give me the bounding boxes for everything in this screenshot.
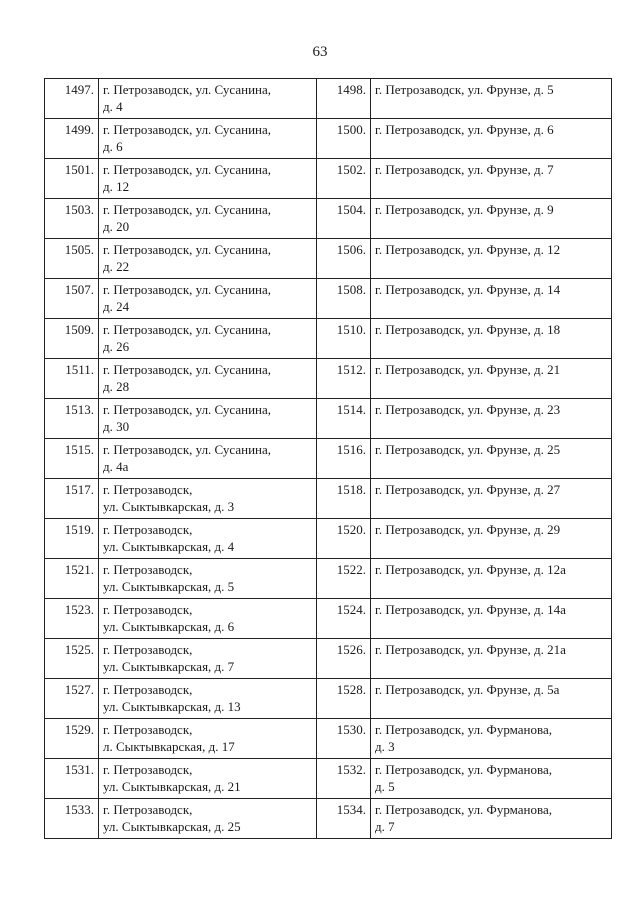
address-line: г. Петрозаводск, bbox=[103, 522, 193, 537]
address-line: д. 12 bbox=[103, 179, 130, 194]
table-row bbox=[45, 759, 612, 799]
address-line: г. Петрозаводск, ул. Фрунзе, д. 25 bbox=[375, 442, 561, 457]
address-right bbox=[371, 639, 612, 679]
address-right bbox=[371, 719, 612, 759]
address-line: г. Петрозаводск, bbox=[103, 562, 193, 577]
table-row bbox=[45, 679, 612, 719]
address-line: г. Петрозаводск, ул. Фрунзе, д. 12а bbox=[375, 562, 566, 577]
address-line: д. 30 bbox=[103, 419, 130, 434]
address-left bbox=[99, 719, 317, 759]
address-right bbox=[371, 359, 612, 399]
item-number-right: 1516. bbox=[317, 439, 371, 479]
address-line: ул. Сыктывкарская, д. 13 bbox=[103, 699, 241, 714]
address-line: г. Петрозаводск, bbox=[103, 682, 193, 697]
address-left bbox=[99, 79, 317, 119]
address-left bbox=[99, 199, 317, 239]
address-line: г. Петрозаводск, bbox=[103, 762, 193, 777]
item-number-right: 1526. bbox=[317, 639, 371, 679]
item-number-right: 1528. bbox=[317, 679, 371, 719]
item-number-right: 1510. bbox=[317, 319, 371, 359]
address-left bbox=[99, 319, 317, 359]
item-number-left: 1513. bbox=[45, 399, 99, 439]
table-row bbox=[45, 599, 612, 639]
address-right bbox=[371, 279, 612, 319]
address-left bbox=[99, 559, 317, 599]
table-row bbox=[45, 359, 612, 399]
address-line: г. Петрозаводск, ул. Фрунзе, д. 7 bbox=[375, 162, 554, 177]
address-right bbox=[371, 679, 612, 719]
address-right bbox=[371, 519, 612, 559]
address-right bbox=[371, 599, 612, 639]
address-right bbox=[371, 799, 612, 839]
address-line: г. Петрозаводск, ул. Фрунзе, д. 5а bbox=[375, 682, 560, 697]
address-left bbox=[99, 479, 317, 519]
address-line: г. Петрозаводск, ул. Фрунзе, д. 21 bbox=[375, 362, 561, 377]
address-line: г. Петрозаводск, ул. Фрунзе, д. 9 bbox=[375, 202, 554, 217]
address-line: д. 3 bbox=[375, 739, 395, 754]
item-number-left: 1497. bbox=[45, 79, 99, 119]
address-line: г. Петрозаводск, ул. Сусанина, bbox=[103, 202, 271, 217]
item-number-right: 1508. bbox=[317, 279, 371, 319]
address-left bbox=[99, 239, 317, 279]
address-line: г. Петрозаводск, ул. Фрунзе, д. 21а bbox=[375, 642, 566, 657]
address-line: д. 6 bbox=[103, 139, 123, 154]
item-number-right: 1522. bbox=[317, 559, 371, 599]
table-row bbox=[45, 119, 612, 159]
address-line: ул. Сыктывкарская, д. 25 bbox=[103, 819, 241, 834]
address-left bbox=[99, 359, 317, 399]
address-right bbox=[371, 399, 612, 439]
page-number: 63 bbox=[312, 44, 328, 60]
item-number-left: 1507. bbox=[45, 279, 99, 319]
address-left bbox=[99, 279, 317, 319]
table-row bbox=[45, 479, 612, 519]
table-row bbox=[45, 79, 612, 119]
item-number-left: 1505. bbox=[45, 239, 99, 279]
item-number-right: 1520. bbox=[317, 519, 371, 559]
address-left bbox=[99, 399, 317, 439]
table-row bbox=[45, 799, 612, 839]
address-left bbox=[99, 799, 317, 839]
address-line: д. 28 bbox=[103, 379, 130, 394]
address-line: г. Петрозаводск, ул. Сусанина, bbox=[103, 442, 271, 457]
item-number-right: 1534. bbox=[317, 799, 371, 839]
address-line: ул. Сыктывкарская, д. 6 bbox=[103, 619, 235, 634]
address-line: г. Петрозаводск, ул. Фурманова, bbox=[375, 722, 552, 737]
item-number-left: 1515. bbox=[45, 439, 99, 479]
address-right bbox=[371, 479, 612, 519]
address-right bbox=[371, 239, 612, 279]
address-line: ул. Сыктывкарская, д. 7 bbox=[103, 659, 235, 674]
item-number-left: 1533. bbox=[45, 799, 99, 839]
item-number-left: 1499. bbox=[45, 119, 99, 159]
address-table bbox=[44, 78, 612, 839]
item-number-right: 1514. bbox=[317, 399, 371, 439]
address-line: г. Петрозаводск, ул. Фрунзе, д. 14а bbox=[375, 602, 566, 617]
address-left bbox=[99, 439, 317, 479]
address-line: д. 24 bbox=[103, 299, 130, 314]
item-number-left: 1527. bbox=[45, 679, 99, 719]
address-line: г. Петрозаводск, ул. Фрунзе, д. 29 bbox=[375, 522, 561, 537]
address-right bbox=[371, 319, 612, 359]
item-number-left: 1531. bbox=[45, 759, 99, 799]
address-right bbox=[371, 759, 612, 799]
item-number-right: 1498. bbox=[317, 79, 371, 119]
address-line: г. Петрозаводск, bbox=[103, 722, 193, 737]
address-line: г. Петрозаводск, ул. Сусанина, bbox=[103, 282, 271, 297]
address-line: г. Петрозаводск, ул. Фрунзе, д. 14 bbox=[375, 282, 561, 297]
table-row bbox=[45, 519, 612, 559]
address-line: д. 22 bbox=[103, 259, 130, 274]
address-line: д. 4а bbox=[103, 459, 129, 474]
table-row bbox=[45, 719, 612, 759]
address-line: д. 5 bbox=[375, 779, 395, 794]
item-number-left: 1529. bbox=[45, 719, 99, 759]
address-line: д. 26 bbox=[103, 339, 130, 354]
table-row bbox=[45, 279, 612, 319]
address-right bbox=[371, 159, 612, 199]
table-row bbox=[45, 159, 612, 199]
address-line: ул. Сыктывкарская, д. 5 bbox=[103, 579, 235, 594]
item-number-left: 1509. bbox=[45, 319, 99, 359]
item-number-left: 1511. bbox=[45, 359, 99, 399]
address-line: г. Петрозаводск, bbox=[103, 802, 193, 817]
address-line: л. Сыктывкарская, д. 17 bbox=[103, 739, 235, 754]
item-number-right: 1530. bbox=[317, 719, 371, 759]
item-number-left: 1525. bbox=[45, 639, 99, 679]
item-number-right: 1502. bbox=[317, 159, 371, 199]
address-left bbox=[99, 519, 317, 559]
address-line: г. Петрозаводск, ул. Фрунзе, д. 18 bbox=[375, 322, 561, 337]
address-line: г. Петрозаводск, ул. Сусанина, bbox=[103, 82, 271, 97]
address-line: г. Петрозаводск, bbox=[103, 602, 193, 617]
address-right bbox=[371, 199, 612, 239]
address-line: д. 20 bbox=[103, 219, 130, 234]
address-line: г. Петрозаводск, ул. Фрунзе, д. 6 bbox=[375, 122, 554, 137]
table-row bbox=[45, 319, 612, 359]
item-number-left: 1501. bbox=[45, 159, 99, 199]
item-number-right: 1500. bbox=[317, 119, 371, 159]
address-line: г. Петрозаводск, bbox=[103, 482, 193, 497]
address-line: г. Петрозаводск, bbox=[103, 642, 193, 657]
table-row bbox=[45, 199, 612, 239]
address-line: г. Петрозаводск, ул. Сусанина, bbox=[103, 322, 271, 337]
address-right bbox=[371, 119, 612, 159]
address-line: г. Петрозаводск, ул. Сусанина, bbox=[103, 362, 271, 377]
item-number-right: 1504. bbox=[317, 199, 371, 239]
address-line: г. Петрозаводск, ул. Фрунзе, д. 12 bbox=[375, 242, 561, 257]
item-number-right: 1518. bbox=[317, 479, 371, 519]
item-number-left: 1503. bbox=[45, 199, 99, 239]
item-number-left: 1523. bbox=[45, 599, 99, 639]
address-left bbox=[99, 119, 317, 159]
address-line: ул. Сыктывкарская, д. 21 bbox=[103, 779, 241, 794]
address-left bbox=[99, 679, 317, 719]
table-row bbox=[45, 239, 612, 279]
item-number-left: 1519. bbox=[45, 519, 99, 559]
address-line: д. 7 bbox=[375, 819, 395, 834]
address-line: г. Петрозаводск, ул. Сусанина, bbox=[103, 402, 271, 417]
item-number-right: 1532. bbox=[317, 759, 371, 799]
table-row bbox=[45, 439, 612, 479]
address-line: г. Петрозаводск, ул. Фрунзе, д. 27 bbox=[375, 482, 561, 497]
item-number-right: 1506. bbox=[317, 239, 371, 279]
table-row bbox=[45, 399, 612, 439]
address-right bbox=[371, 559, 612, 599]
item-number-right: 1512. bbox=[317, 359, 371, 399]
address-line: д. 4 bbox=[103, 99, 123, 114]
address-line: г. Петрозаводск, ул. Сусанина, bbox=[103, 162, 271, 177]
address-left bbox=[99, 759, 317, 799]
address-right bbox=[371, 79, 612, 119]
address-left bbox=[99, 159, 317, 199]
item-number-right: 1524. bbox=[317, 599, 371, 639]
address-line: г. Петрозаводск, ул. Фурманова, bbox=[375, 802, 552, 817]
address-right bbox=[371, 439, 612, 479]
address-line: г. Петрозаводск, ул. Фурманова, bbox=[375, 762, 552, 777]
address-line: г. Петрозаводск, ул. Сусанина, bbox=[103, 242, 271, 257]
item-number-left: 1521. bbox=[45, 559, 99, 599]
address-left bbox=[99, 599, 317, 639]
address-line: г. Петрозаводск, ул. Фрунзе, д. 23 bbox=[375, 402, 561, 417]
address-line: ул. Сыктывкарская, д. 3 bbox=[103, 499, 235, 514]
address-line: г. Петрозаводск, ул. Сусанина, bbox=[103, 122, 271, 137]
table-row bbox=[45, 559, 612, 599]
address-left bbox=[99, 639, 317, 679]
address-line: ул. Сыктывкарская, д. 4 bbox=[103, 539, 235, 554]
item-number-left: 1517. bbox=[45, 479, 99, 519]
address-line: г. Петрозаводск, ул. Фрунзе, д. 5 bbox=[375, 82, 554, 97]
table-row bbox=[45, 639, 612, 679]
address-table-body bbox=[45, 79, 612, 839]
